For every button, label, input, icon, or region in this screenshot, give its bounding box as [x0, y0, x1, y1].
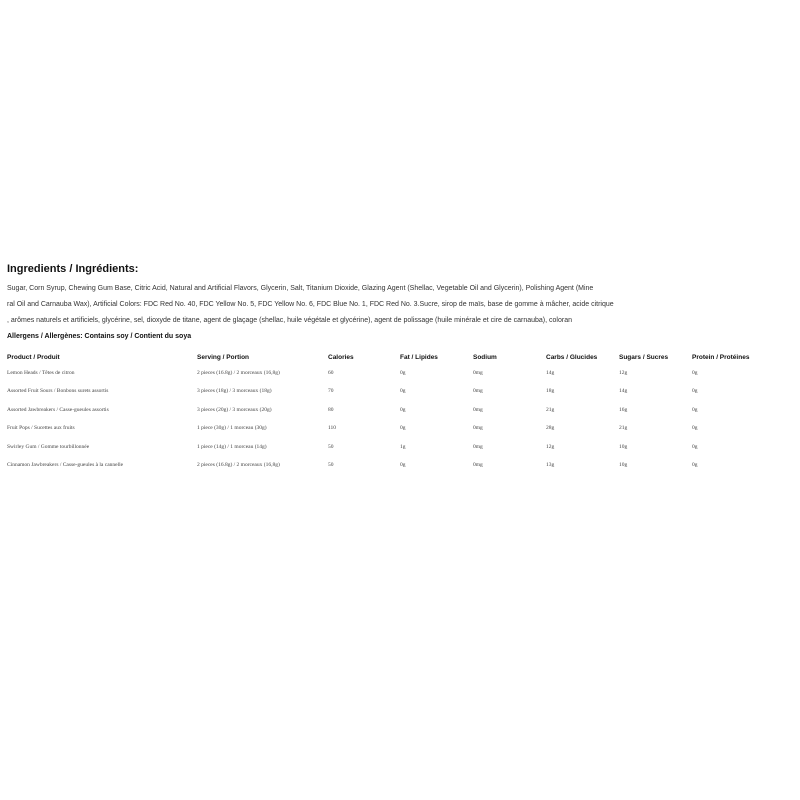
cell-protein: 0g — [692, 406, 698, 413]
cell-carbs: 13g — [546, 461, 555, 468]
ingredients-line: , arômes naturels et artificiels, glycérine, sel, dioxyde de titane, agent de glaçage (shellac, huile végétale et glycérine), agent de polissage (huile minérale et cire de carnauba), coloran — [7, 317, 572, 324]
cell-sodium: 0mg — [473, 406, 483, 413]
ingredients-line: ral Oil and Carnauba Wax), Artificial Colors: FDC Red No. 40, FDC Yellow No. 5, FDC Yellow No. 6, FDC Blue No. 1, FDC Red No. 3.Sucre, sirop de maïs, base de gomme à mâcher, acide citrique — [7, 301, 614, 308]
cell-product: Cinnamon Jawbreakers / Casse-gueules à la cannelle — [7, 461, 124, 468]
cell-calories: 80 — [328, 406, 334, 413]
table-row — [7, 444, 793, 462]
cell-serving: 2 pieces (16.8g) / 2 morceaux (16,8g) — [197, 461, 280, 468]
cell-product: Fruit Pops / Sucettes aux fruits — [7, 425, 75, 432]
header-serving: Serving / Portion — [197, 354, 250, 361]
cell-fat: 1g — [400, 443, 406, 450]
cell-calories: 60 — [328, 370, 334, 376]
cell-sodium: 0mg — [473, 388, 483, 395]
table-row — [7, 388, 793, 406]
cell-sugars: 10g — [619, 461, 628, 468]
cell-calories: 50 — [328, 443, 334, 450]
cell-sodium: 0mg — [473, 425, 483, 432]
header-sodium: Sodium — [473, 354, 497, 361]
cell-product: Swirley Gum / Gomme tourbillonnée — [7, 443, 90, 450]
ingredients-line: Sugar, Corn Syrup, Chewing Gum Base, Citric Acid, Natural and Artificial Flavors, Glycerin, Salt, Titanium Dioxide, Glazing Agent (Shellac, Vegetable Oil and Glycerin), Polishing Agent (Mine — [7, 285, 594, 292]
cell-product: Assorted Jawbreakers / Casse-gueules assortis — [7, 406, 109, 413]
cell-calories: 110 — [328, 425, 337, 432]
header-protein: Protein / Protéines — [692, 354, 750, 361]
cell-carbs: 18g — [546, 388, 555, 395]
allergens-statement: Allergens / Allergènes: Contains soy / Contient du soya — [7, 333, 192, 340]
table-header-row — [7, 354, 793, 370]
header-product: Product / Produit — [7, 354, 60, 361]
cell-serving: 1 piece (30g) / 1 morceau (30g) — [197, 425, 267, 432]
header-carbs: Carbs / Glucides — [546, 354, 598, 361]
cell-sugars: 14g — [619, 388, 628, 395]
cell-fat: 0g — [400, 388, 406, 395]
cell-sodium: 0mg — [473, 443, 483, 450]
cell-serving: 2 pieces (16.8g) / 2 morceaux (16,8g) — [197, 370, 280, 376]
cell-fat: 0g — [400, 370, 406, 376]
cell-fat: 0g — [400, 406, 406, 413]
cell-serving: 3 pieces (18g) / 3 morceaux (18g) — [197, 388, 272, 395]
cell-sodium: 0mg — [473, 461, 483, 468]
cell-sugars: 12g — [619, 370, 628, 376]
cell-product: Lemon Heads / Têtes de citron — [7, 370, 75, 376]
cell-protein: 0g — [692, 388, 698, 395]
cell-serving: 3 pieces (20g) / 3 morceaux (20g) — [197, 406, 272, 413]
table-row — [7, 425, 793, 443]
cell-calories: 70 — [328, 388, 334, 395]
cell-sugars: 10g — [619, 443, 628, 450]
cell-carbs: 28g — [546, 425, 555, 432]
cell-protein: 0g — [692, 443, 698, 450]
cell-sugars: 16g — [619, 406, 628, 413]
cell-calories: 50 — [328, 461, 334, 468]
nutrition-sheet — [7, 263, 793, 480]
cell-sodium: 0mg — [473, 370, 483, 376]
cell-protein: 0g — [692, 461, 698, 468]
table-row — [7, 370, 793, 388]
cell-protein: 0g — [692, 425, 698, 432]
ingredients-text — [7, 285, 793, 324]
cell-carbs: 12g — [546, 443, 555, 450]
table-row — [7, 462, 793, 480]
cell-carbs: 14g — [546, 370, 555, 376]
cell-serving: 1 piece (14g) / 1 morceau (14g) — [197, 443, 267, 450]
header-sugars: Sugars / Sucres — [619, 354, 669, 361]
header-calories: Calories — [328, 354, 354, 361]
cell-fat: 0g — [400, 425, 406, 432]
ingredients-heading: Ingredients / Ingrédients: — [7, 263, 139, 275]
cell-sugars: 21g — [619, 425, 628, 432]
cell-fat: 0g — [400, 461, 406, 468]
cell-carbs: 21g — [546, 406, 555, 413]
cell-product: Assorted Fruit Sours / Bonbons surets assortis — [7, 388, 109, 395]
header-fat: Fat / Lipides — [400, 354, 438, 361]
cell-protein: 0g — [692, 370, 698, 376]
table-row — [7, 407, 793, 425]
nutrition-table — [7, 354, 793, 480]
